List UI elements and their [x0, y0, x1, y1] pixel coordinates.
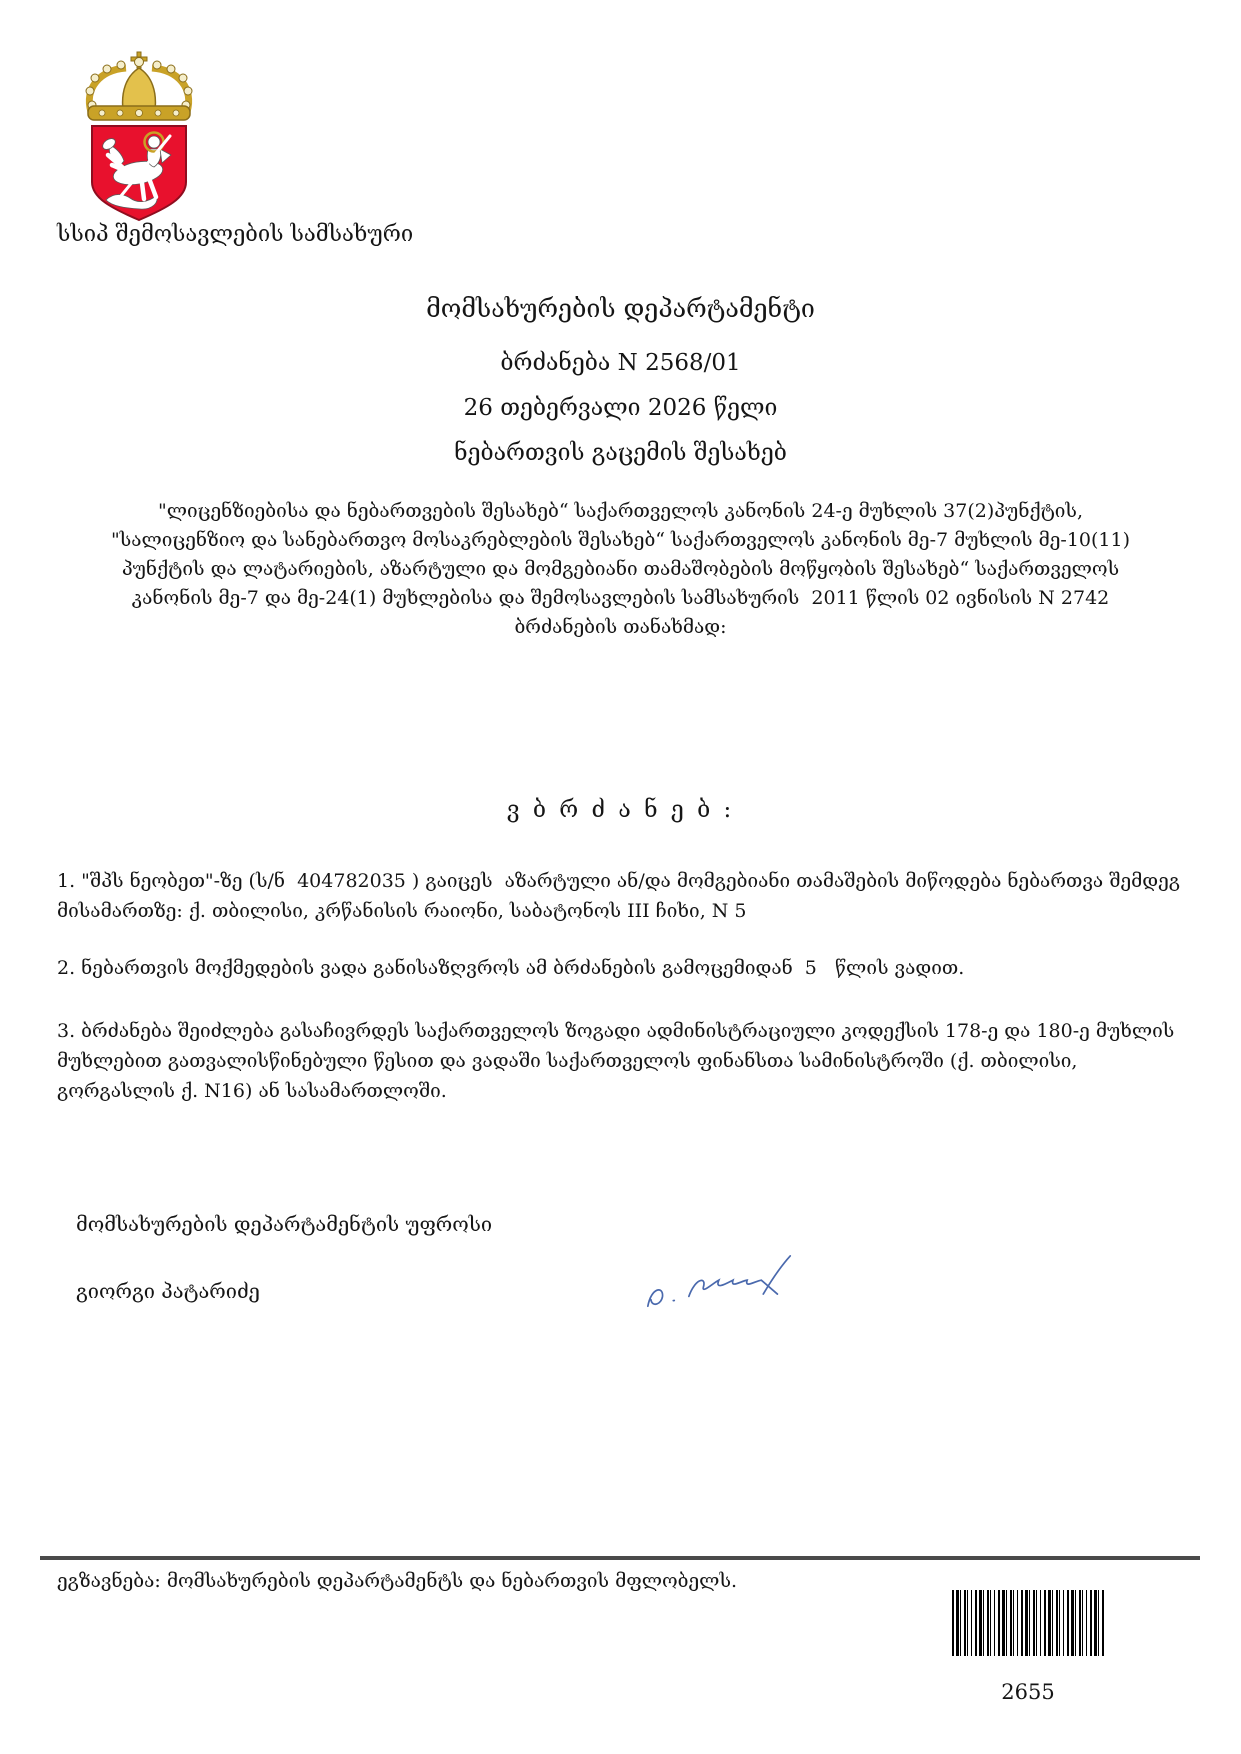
order-subject: ნებართვის გაცემის შესახებ — [454, 440, 787, 466]
legal-preamble: "ლიცენზიებისა და ნებართვების შესახებ“ საქართველოს კანონის 24-ე მუხლის 37(2)პუნქტის, "სალიცენზიო და სანებართვო მოსაკრებლების შესახებ“ საქართველოს კანონის მე-7 მუხლის მე-10(11) პუნქტის და ლატარიების, აზარტული და მომგებიანი თამაშობების მოწყობის შესახებ“ საქართველოს კანონის მე-7 და მე-24(1) მუხლებისა და შემოსავლების სამსახურის 2011 წლის 02 ივნისის N 2742 ბრძანების თანახმად: — [110, 500, 1137, 638]
decree-heading: ვ ბ რ ძ ა ნ ე ბ : — [506, 797, 735, 823]
signatory-name: გიორგი პატარიძე — [76, 1279, 260, 1303]
order-number: ბრძანება N 2568/01 — [500, 350, 741, 376]
decree-item-2: 2. ნებართვის მოქმედების ვადა განისაზღვროს ამ ბრძანების გამოცემიდან 5 წლის ვადით. — [57, 957, 965, 979]
signature-ink-icon — [630, 1248, 810, 1328]
georgia-coat-of-arms-icon — [64, 50, 214, 226]
barcode-icon — [952, 1590, 1104, 1656]
decree-item-1: 1. "შპს ნეობეთ"-ზე (ს/ნ 404782035 ) გაიცეს აზარტული ან/და მომგებიანი თამაშების მიწოდება ნებართვა შემდეგ მისამართზე: ქ. თბილისი, კრწანისის რაიონი, საბატონოს III ჩიხი, N 5 — [57, 870, 1187, 922]
barcode-number: 2655 — [1001, 1680, 1055, 1704]
department-title: მომსახურების დეპარტამენტი — [426, 294, 815, 323]
distribution-note: ეგზავნება: მომსახურების დეპარტამენტს და ნებართვის მფლობელს. — [57, 1570, 738, 1592]
footer-divider — [40, 1556, 1200, 1560]
organization-name: სსიპ შემოსავლების სამსახური — [57, 222, 414, 247]
decree-item-3: 3. ბრძანება შეიძლება გასაჩივრდეს საქართველოს ზოგადი ადმინისტრაციული კოდექსის 178-ე და 180-ე მუხლის მუხლებით გათვალისწინებული წესით და ვადაში საქართველოს ფინანსთა სამინისტროში (ქ. თბილისი, გორგასლის ქ. N16) ან სასამართლოში. — [57, 1020, 1181, 1102]
order-date: 26 თებერვალი 2026 წელი — [463, 395, 778, 421]
signatory-title: მომსახურების დეპარტამენტის უფროსი — [76, 1212, 493, 1236]
